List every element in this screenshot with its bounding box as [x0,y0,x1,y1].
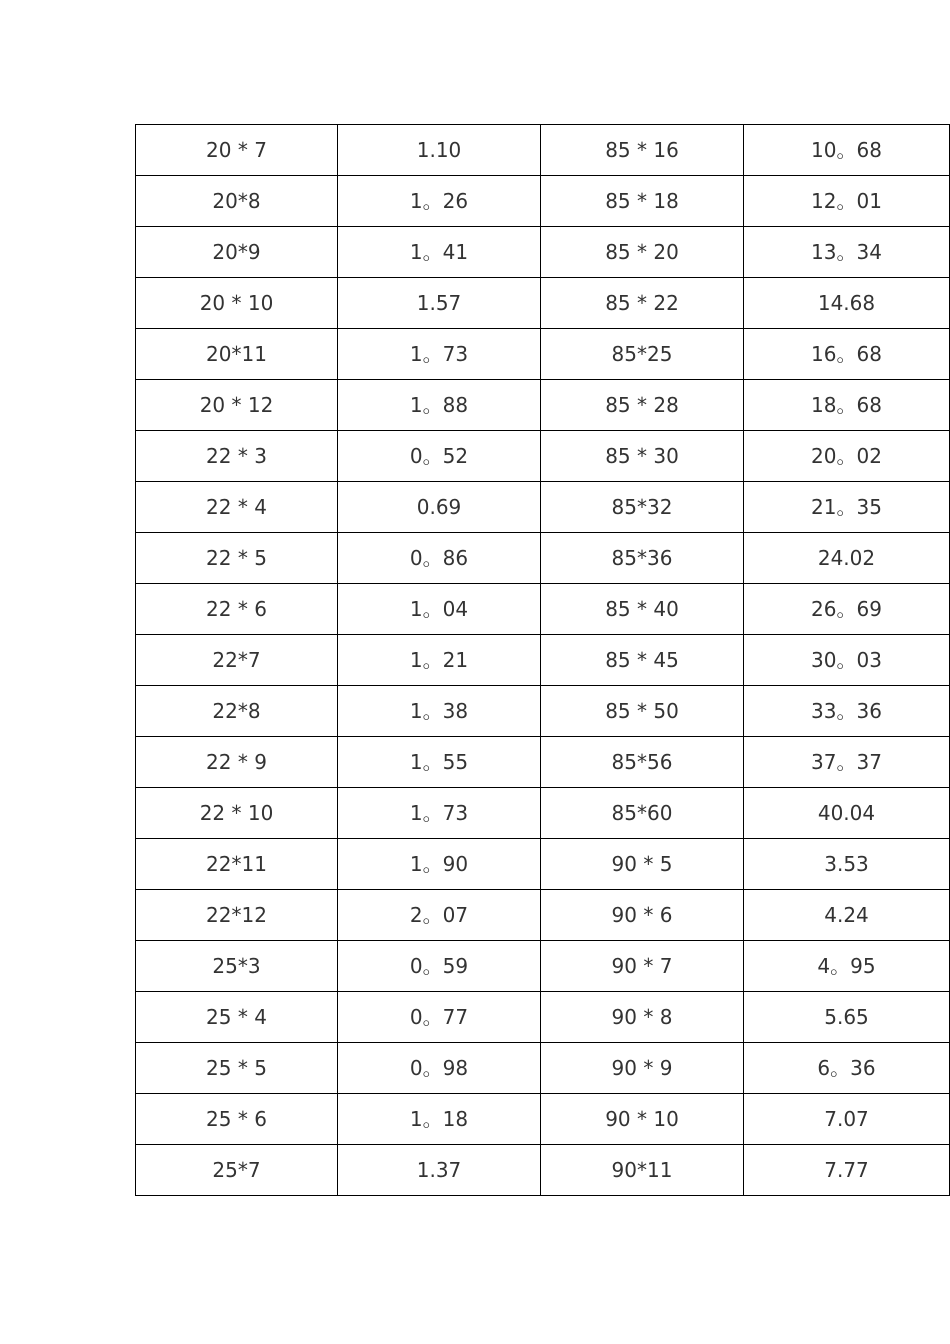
size-cell: 22*8 [136,686,338,737]
weight-cell: 0。59 [338,941,541,992]
table-row [136,278,950,329]
table-row [136,1043,950,1094]
size-cell: 25*3 [136,941,338,992]
weight-cell: 6。36 [744,1043,950,1094]
weight-cell: 1。41 [338,227,541,278]
size-cell: 20*11 [136,329,338,380]
size-cell: 20*8 [136,176,338,227]
table-body [136,125,950,1196]
weight-cell: 26。69 [744,584,950,635]
size-cell: 22 * 4 [136,482,338,533]
table-row [136,890,950,941]
weight-cell: 12。01 [744,176,950,227]
weight-cell: 40.04 [744,788,950,839]
size-cell: 90 * 10 [541,1094,744,1145]
weight-cell: 33。36 [744,686,950,737]
table-row [136,329,950,380]
size-cell: 85 * 40 [541,584,744,635]
weight-cell: 1。55 [338,737,541,788]
weight-cell: 1。38 [338,686,541,737]
weight-cell: 1。73 [338,788,541,839]
size-cell: 85 * 50 [541,686,744,737]
size-cell: 90 * 5 [541,839,744,890]
weight-cell: 0。86 [338,533,541,584]
size-cell: 90 * 6 [541,890,744,941]
size-cell: 25 * 6 [136,1094,338,1145]
weight-cell: 1。90 [338,839,541,890]
size-cell: 25*7 [136,1145,338,1196]
weight-cell: 1。04 [338,584,541,635]
size-cell: 20*9 [136,227,338,278]
table-row [136,1094,950,1145]
size-cell: 85 * 20 [541,227,744,278]
size-cell: 25 * 4 [136,992,338,1043]
weight-cell: 1.10 [338,125,541,176]
weight-cell: 1。26 [338,176,541,227]
weight-cell: 4。95 [744,941,950,992]
weight-cell: 0。77 [338,992,541,1043]
table-row [136,125,950,176]
weight-cell: 16。68 [744,329,950,380]
table-row [136,1145,950,1196]
weight-cell: 1。18 [338,1094,541,1145]
size-cell: 90*11 [541,1145,744,1196]
spec-weight-table [135,124,950,1196]
table-row [136,584,950,635]
size-cell: 22 * 9 [136,737,338,788]
table-row [136,431,950,482]
size-cell: 22 * 10 [136,788,338,839]
size-cell: 25 * 5 [136,1043,338,1094]
weight-cell: 3.53 [744,839,950,890]
weight-cell: 14.68 [744,278,950,329]
size-cell: 85 * 18 [541,176,744,227]
table-row [136,635,950,686]
weight-cell: 20。02 [744,431,950,482]
size-cell: 22*11 [136,839,338,890]
size-cell: 20 * 7 [136,125,338,176]
size-cell: 85*60 [541,788,744,839]
size-cell: 22 * 5 [136,533,338,584]
weight-cell: 7.77 [744,1145,950,1196]
size-cell: 20 * 12 [136,380,338,431]
size-cell: 85 * 28 [541,380,744,431]
weight-cell: 21。35 [744,482,950,533]
weight-cell: 1.57 [338,278,541,329]
size-cell: 90 * 7 [541,941,744,992]
weight-cell: 1。21 [338,635,541,686]
size-cell: 85 * 30 [541,431,744,482]
weight-cell: 37。37 [744,737,950,788]
weight-cell: 24.02 [744,533,950,584]
size-cell: 85*25 [541,329,744,380]
size-cell: 85 * 22 [541,278,744,329]
weight-cell: 13。34 [744,227,950,278]
weight-cell: 30。03 [744,635,950,686]
weight-cell: 1。73 [338,329,541,380]
weight-cell: 5.65 [744,992,950,1043]
size-cell: 85*32 [541,482,744,533]
size-cell: 85 * 45 [541,635,744,686]
weight-cell: 7.07 [744,1094,950,1145]
weight-cell: 1.37 [338,1145,541,1196]
table-row [136,737,950,788]
table-row [136,992,950,1043]
weight-cell: 4.24 [744,890,950,941]
weight-cell: 0。98 [338,1043,541,1094]
table-row [136,227,950,278]
size-cell: 22 * 3 [136,431,338,482]
weight-cell: 0.69 [338,482,541,533]
table-row [136,176,950,227]
size-cell: 22*12 [136,890,338,941]
weight-cell: 10。68 [744,125,950,176]
table-row [136,941,950,992]
table-row [136,839,950,890]
size-cell: 22*7 [136,635,338,686]
size-cell: 85*56 [541,737,744,788]
size-cell: 90 * 8 [541,992,744,1043]
size-cell: 20 * 10 [136,278,338,329]
size-cell: 22 * 6 [136,584,338,635]
weight-cell: 1。88 [338,380,541,431]
weight-cell: 2。07 [338,890,541,941]
weight-cell: 0。52 [338,431,541,482]
size-cell: 90 * 9 [541,1043,744,1094]
table-row [136,482,950,533]
table-row [136,380,950,431]
weight-cell: 18。68 [744,380,950,431]
table-row [136,686,950,737]
size-cell: 85 * 16 [541,125,744,176]
table-row [136,533,950,584]
table-row [136,788,950,839]
size-cell: 85*36 [541,533,744,584]
